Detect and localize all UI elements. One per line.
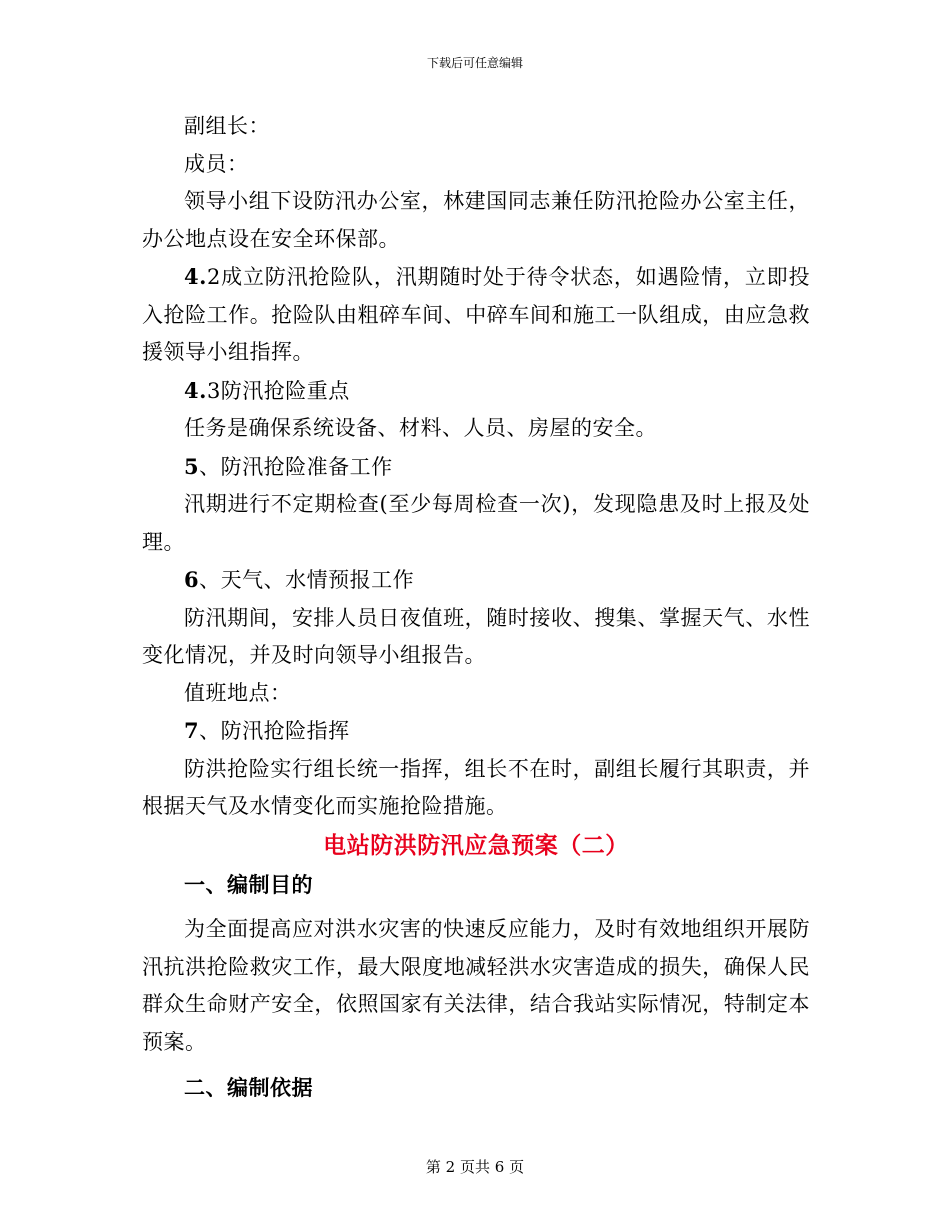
paragraph-text: 、防汛抢险准备工作 bbox=[199, 454, 393, 479]
section-number: 4. bbox=[184, 264, 207, 289]
paragraph-duty-location: 值班地点： bbox=[184, 680, 292, 705]
paragraph-office: 领导小组下设防汛办公室，林建国同志兼任防汛抢险办公室主任，办公地点设在安全环保部。 bbox=[142, 189, 810, 251]
section-body-purpose: 为全面提高应对洪水灾害的快速反应能力，及时有效地组织开展防汛抗洪抢险救灾工作，最大限度地减轻洪水灾害造成的损失，确保人民群众生命财产安全，依照国家有关法律，结合我站实际情况，特制定本预案。 bbox=[142, 917, 810, 1054]
paragraph-text: 2成立防汛抢险队，汛期随时处于待令状态，如遇险情，立即投入抢险工作。抢险队由粗碎车间、中碎车间和施工一队组成，由应急救援领导小组指挥。 bbox=[142, 265, 810, 364]
paragraph-7 bbox=[142, 712, 810, 751]
section-heading-purpose: 一、编制目的 bbox=[184, 871, 313, 897]
paragraph-members: 成员： bbox=[184, 151, 249, 176]
paragraph-6 bbox=[142, 561, 810, 600]
paragraph-duty: 防汛期间，安排人员日夜值班，随时接收、搜集、掌握天气、水性变化情况，并及时向领导小组报告。 bbox=[142, 605, 810, 667]
paragraph-4-2 bbox=[142, 258, 810, 372]
paragraph-text: 3防汛抢险重点 bbox=[206, 378, 350, 403]
paragraph-deputy-leader: 副组长： bbox=[184, 114, 270, 138]
section-heading-basis: 二、编制依据 bbox=[184, 1075, 313, 1100]
section-number: 4. bbox=[184, 377, 207, 403]
section-number: 6 bbox=[184, 567, 200, 592]
paragraph-task: 任务是确保系统设备、材料、人员、房屋的安全。 bbox=[184, 416, 657, 440]
paragraph-5 bbox=[142, 448, 810, 487]
document-title: 电站防洪防汛应急预案（二） bbox=[323, 831, 629, 859]
paragraph-4-3 bbox=[142, 372, 810, 411]
page-header: 下载后可任意编辑 bbox=[426, 56, 523, 70]
page-footer: 第 2 页共 6 页 bbox=[425, 1158, 525, 1176]
paragraph-inspection: 汛期进行不定期检查(至少每周检查一次)，发现隐患及时上报及处理。 bbox=[142, 492, 810, 554]
section-number: 7 bbox=[184, 718, 200, 743]
paragraph-text: 、防汛抢险指挥 bbox=[199, 719, 350, 743]
paragraph-command: 防洪抢险实行组长统一指挥，组长不在时，副组长履行其职责，并根据天气及水情变化而实施抢险措施。 bbox=[142, 756, 810, 818]
paragraph-text: 、天气、水情预报工作 bbox=[199, 568, 415, 592]
document-body bbox=[142, 108, 810, 1107]
section-number: 5 bbox=[184, 453, 200, 479]
